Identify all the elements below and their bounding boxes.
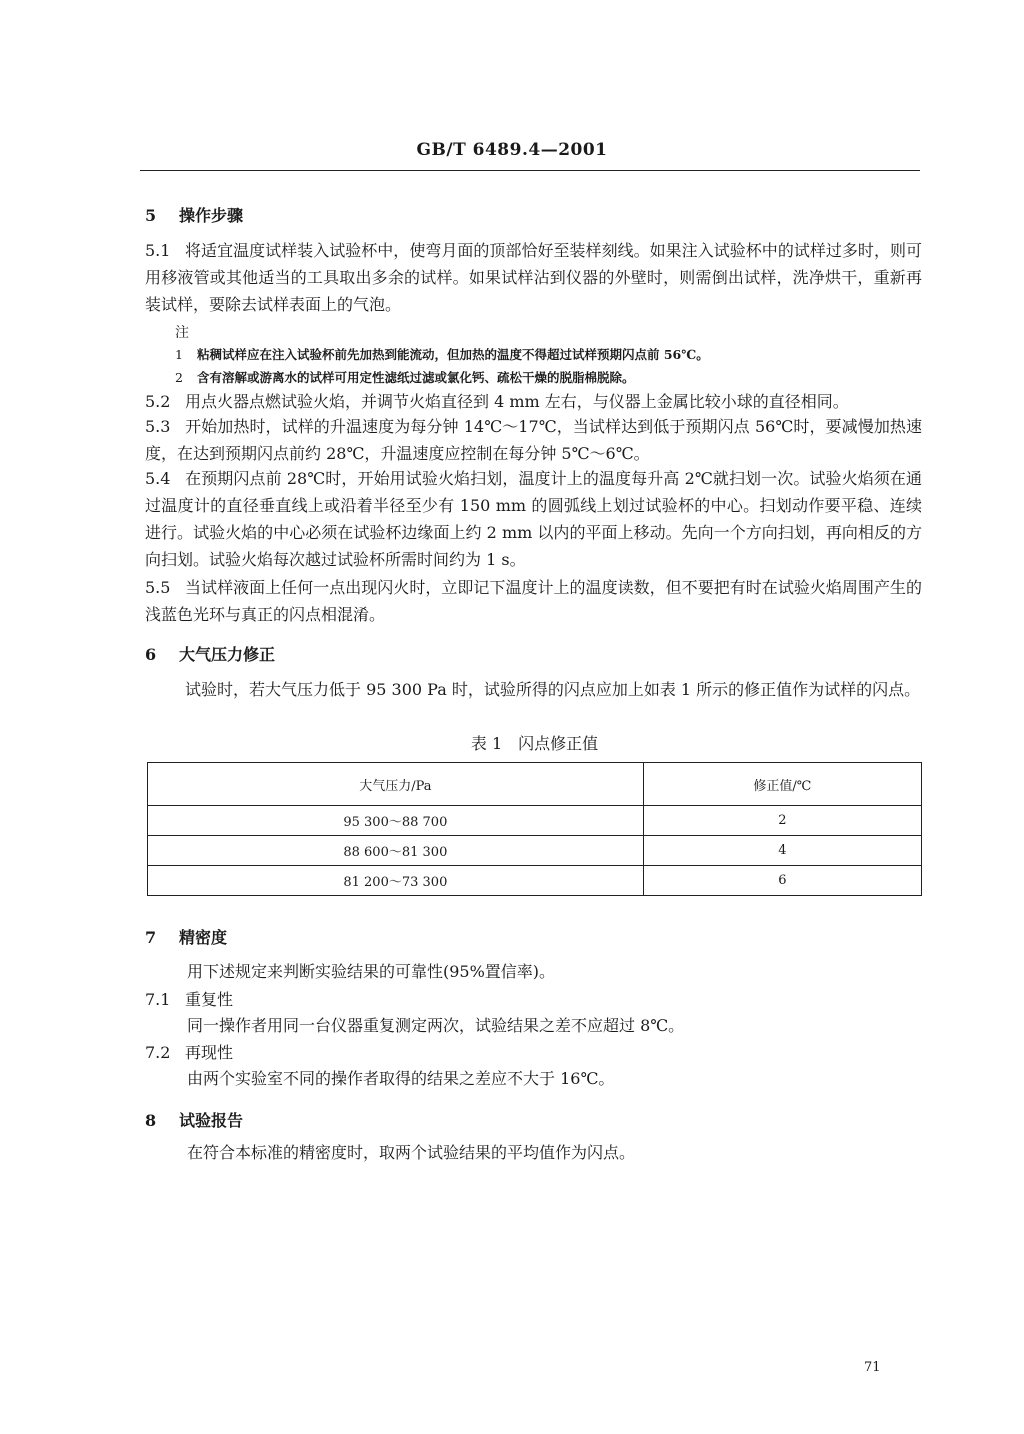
standard-header: GB/T 6489.4—2001: [416, 140, 608, 160]
note-label: 注: [175, 325, 189, 341]
subsection-7-2-number: 7.2: [145, 1043, 171, 1062]
table-cell-pressure: 95 300～88 700: [148, 806, 644, 836]
paragraph-5-1: [145, 237, 922, 318]
table-cell-pressure: 81 200～73 300: [148, 866, 644, 896]
note-2-number: 2: [175, 370, 183, 385]
table-row: [148, 866, 922, 896]
note-2: [175, 368, 915, 386]
note-1-text: 粘稠试样应在注入试验杯前先加热到能流动，但加热的温度不得超过试样预期闪点前 56℃。: [197, 347, 709, 362]
subsection-7-2-heading: [145, 1039, 233, 1066]
paragraph-5-2-text: 用点火器点燃试验火焰，并调节火焰直径到 4 mm 左右，与仪器上金属比较小球的直径相同。: [185, 392, 849, 411]
paragraph-5-3-text: 开始加热时，试样的升温速度为每分钟 14℃～17℃，当试样达到低于预期闪点 56℃时，要减慢加热速度，在达到预期闪点前约 28℃，升温速度应控制在每分钟 5℃～6℃。: [145, 417, 922, 463]
section-5-number: 5: [145, 206, 157, 225]
paragraph-5-3: [145, 413, 922, 467]
table-cell-pressure: 88 600～81 300: [148, 836, 644, 866]
subsection-7-1-text: 同一操作者用同一台仪器重复测定两次，试验结果之差不应超过 8℃。: [187, 1016, 685, 1035]
table-header-row: [148, 763, 922, 806]
subsection-7-2-title: 再现性: [185, 1043, 234, 1062]
section-8-text: 在符合本标准的精密度时，取两个试验结果的平均值作为闪点。: [187, 1143, 636, 1162]
table-row: [148, 836, 922, 866]
section-8-number: 8: [145, 1111, 157, 1130]
paragraph-5-3-number: 5.3: [145, 417, 171, 436]
paragraph-5-4-number: 5.4: [145, 469, 171, 488]
table-row: [148, 806, 922, 836]
section-8-title: 试验报告: [179, 1111, 244, 1130]
section-7-text: 用下述规定来判断实验结果的可靠性(95%置信率)。: [187, 962, 556, 981]
section-7-heading: [145, 925, 227, 948]
section-7-title: 精密度: [179, 928, 228, 947]
section-8-heading: [145, 1108, 243, 1131]
section-6-title: 大气压力修正: [179, 645, 276, 664]
section-6-heading: [145, 642, 275, 665]
table-cell-correction: 6: [643, 866, 921, 896]
table-1-caption: 表 1 闪点修正值: [470, 734, 599, 753]
section-7-number: 7: [145, 928, 157, 947]
paragraph-5-1-number: 5.1: [145, 241, 171, 260]
paragraph-5-5-number: 5.5: [145, 578, 171, 597]
section-6-text: 试验时，若大气压力低于 95 300 Pa 时，试验所得的闪点应加上如表 1 所示的修正值作为试样的闪点。: [185, 680, 921, 699]
note-2-text: 含有溶解或游离水的试样可用定性滤纸过滤或氯化钙、疏松干燥的脱脂棉脱除。: [197, 370, 635, 385]
subsection-7-1-heading: [145, 986, 233, 1013]
page-number: 71: [864, 1360, 881, 1375]
paragraph-5-2-number: 5.2: [145, 392, 171, 411]
paragraph-5-1-text: 将适宜温度试样装入试验杯中，使弯月面的顶部恰好至装样刻线。如果注入试验杯中的试样过多时，则可用移液管或其他适当的工具取出多余的试样。如果试样沾到仪器的外壁时，则需倒出试样，洗净烘干，重新再装试样，要除去试样表面上的气泡。: [145, 241, 922, 314]
paragraph-5-4: [145, 465, 922, 573]
note-1: [175, 345, 915, 363]
paragraph-5-4-text: 在预期闪点前 28℃时，开始用试验火焰扫划，温度计上的温度每升高 2℃就扫划一次。试验火焰须在通过温度计的直径垂直线上或沿着半径至少有 150 mm 的圆弧线上划过试验杯的中心。扫划动作要平稳、连续进行。试验火焰的中心必须在试验杯边缘面上约 2 mm 以内的平面上移动。先向一个方向扫划，再向相反的方向扫划。试验火焰每次越过试验杯所需时间约为 1 s。: [145, 469, 922, 569]
header-rule: [140, 170, 920, 171]
paragraph-5-2: [145, 388, 922, 415]
subsection-7-1-number: 7.1: [145, 990, 171, 1009]
subsection-7-2-text: 由两个实验室不同的操作者取得的结果之差应不大于 16℃。: [187, 1069, 615, 1088]
subsection-7-1-title: 重复性: [185, 990, 234, 1009]
section-6-number: 6: [145, 645, 157, 664]
note-1-number: 1: [175, 347, 183, 362]
table-header-correction: 修正值/℃: [643, 763, 921, 806]
table-cell-correction: 2: [643, 806, 921, 836]
table-header-pressure: 大气压力/Pa: [148, 763, 644, 806]
paragraph-5-5: [145, 574, 922, 628]
section-5-title: 操作步骤: [179, 206, 244, 225]
paragraph-5-5-text: 当试样液面上任何一点出现闪火时，立即记下温度计上的温度读数，但不要把有时在试验火焰周围产生的浅蓝色光环与真正的闪点相混淆。: [145, 578, 922, 624]
section-5-heading: [145, 203, 243, 226]
table-cell-correction: 4: [643, 836, 921, 866]
correction-table: [147, 762, 922, 896]
